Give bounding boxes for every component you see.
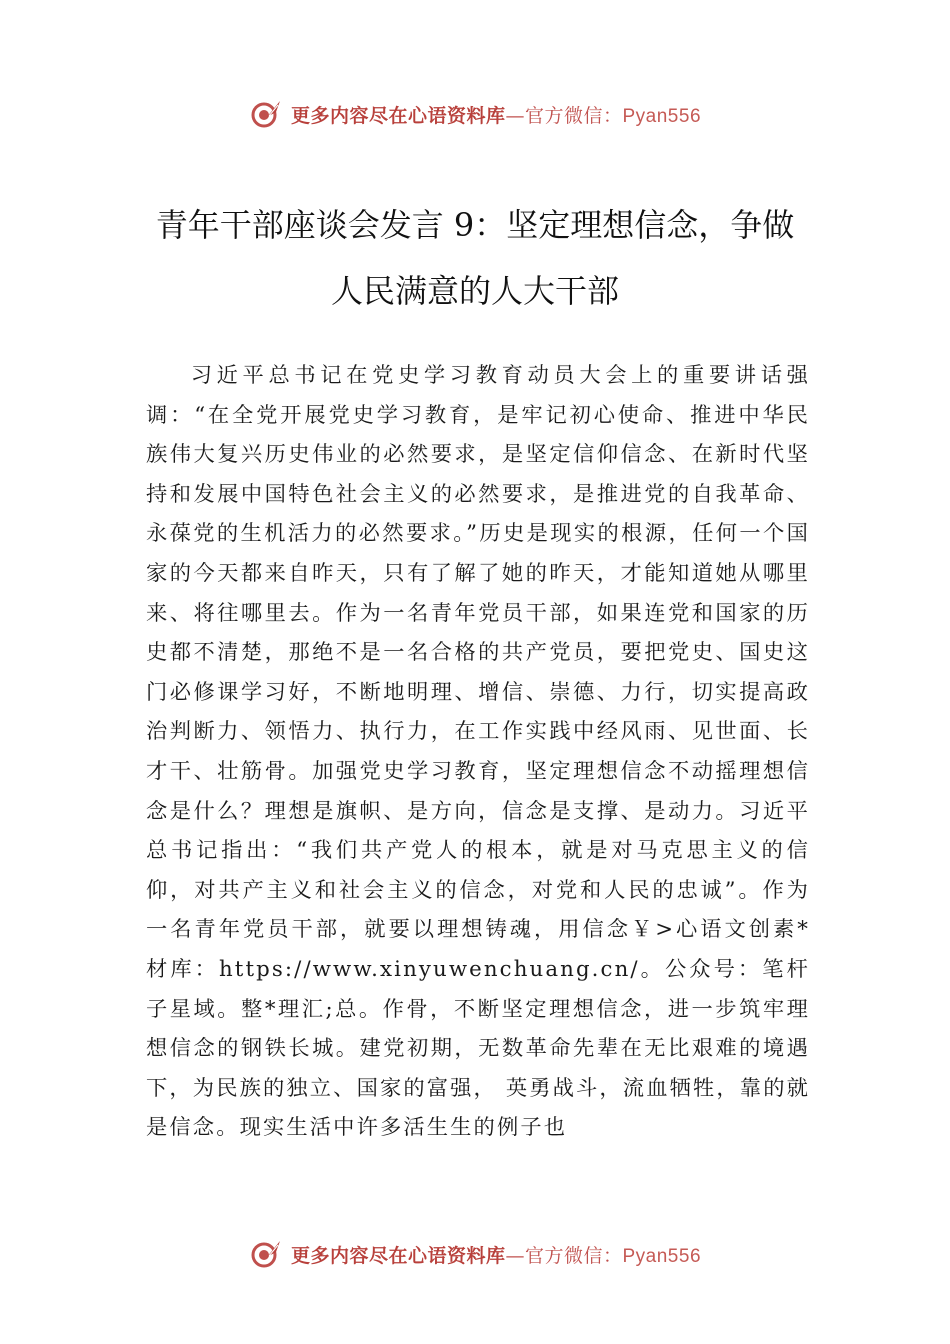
footer-banner-label: 官方微信： — [524, 1244, 623, 1267]
header-banner — [0, 94, 950, 134]
quill-pen-emblem-icon — [249, 1237, 283, 1271]
body-paragraph: 习近平总书记在党史学习教育动员大会上的重要讲话强调：“在全党开展党史学习教育，是牢记初心使命、推进中华民族伟大复兴历史伟业的必然要求，是坚定信仰信念、在新时代坚持和发展中国特色社会主义的必然要求，是推进党的自我革命、永葆党的生机活力的必然要求。”历史是现实的根源，任何一个国家的今天都来自昨天，只有了解了她的昨天，才能知道她从哪里来、将往哪里去。作为一名青年党员干部，如果连党和国家的历史都不清楚，那绝不是一名合格的共产党员，要把党史、国史这门必修课学习好，不断地明理、增信、崇德、力行，切实提高政治判断力、领悟力、执行力，在工作实践中经风雨、见世面、长才干、壮筋骨。加强党史学习教育，坚定理想信念不动摇理想信念是什么？理想是旗帜、是方向，信念是支撑、是动力。习近平总书记指出：“我们共产党人的根本，就是对马克思主义的信仰，对共产主义和社会主义的信念，对党和人民的忠诚”。作为一名青年党员干部，就要以理想铸魂，用信念￥>心语文创素*材库：https://www.xinyuwenchuang.cn/。公众号：笔杆子星域。整*理汇;总。作骨，不断坚定理想信念，进一步筑牢理想信念的钢铁长城。建党初期，无数革命先辈在无比艰难的境遇下，为民族的独立、国家的富强， 英勇战斗，流血牺牲，靠的就是信念。现实生活中许多活生生的例子也 — [146, 363, 810, 1141]
footer-banner-separator: — — [505, 1244, 525, 1267]
footer-banner-handle: Pyan556 — [622, 1245, 702, 1267]
header-banner-label: 官方微信： — [524, 104, 623, 127]
header-banner-brand: 更多内容尽在心语资料库 — [290, 104, 506, 127]
document-title: 青年干部座谈会发言 9：坚定理想信念，争做人民满意的人大干部 — [155, 206, 795, 310]
footer-banner — [0, 1234, 950, 1274]
header-banner-handle: Pyan556 — [622, 105, 702, 127]
footer-banner-brand: 更多内容尽在心语资料库 — [290, 1244, 506, 1267]
header-banner-separator: — — [505, 104, 525, 127]
footer-banner-text — [291, 1241, 701, 1268]
quill-pen-emblem-icon — [249, 97, 283, 131]
header-banner-text — [291, 101, 701, 128]
